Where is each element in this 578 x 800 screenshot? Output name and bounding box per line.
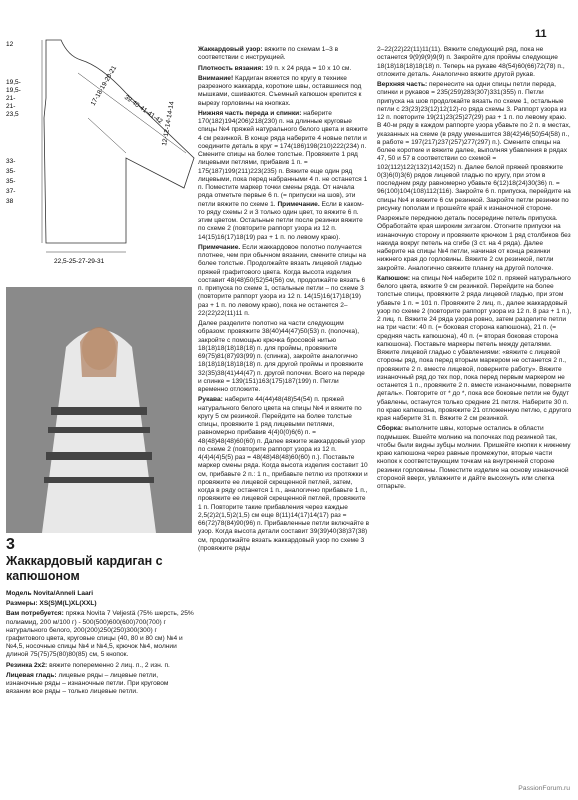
yoke-paragraph: Верхняя часть: перенесите на одни спицы петли переда, спинки и рукавов = 235(259)283(307)331(355) п. Петли припуска на шов продолжайте вязать по схеме 1, остальные петли с 23(23)23(12)12(12)-го ряда схемы 3. Раппорт узора из 12 п. повторите 19(21)23(25)27(29) раз + 1 п. по левому краю. В 40-м ряду в каждом раппорте узора убавьте по 2 п. в местах, указанных на схеме (в ряду уменьшится 38(42)46(50)54(58) п., в работе = 197(217)237(257)277(297) п.). Смените спицы на более короткие и вяжите далее, выполняя убавления в рядах 47, 50 и 57 в соответствии со схемой = 102(112)122(132)142(152) п. Далее белой пряжей провяжите 0(3)6(0)3(6) рядов лицевой гладью по кругу, при этом в последнем ряду равномерно убавьте 6(12)18(24)30(36) п. = 96(100)104(108)112(116). Закройте 6 п. припуска, перейдите на спицы №4 и вяжите 6 см резинкой. Закройте петли резинки по рисунку пополам и прошейте край к изнаночной стороне. (377, 81, 571, 212)
schema-label: 21- (6, 103, 16, 110)
stockinette-paragraph: Лицевая гладь: лицевые ряды – лицевые петли, изнаночные ряды – изнаночные петли. При круговом вязании все ряды – только лицевые петли. (6, 671, 169, 696)
cut-paragraph: Разрежьте переднюю деталь посередине петель припуска. Обработайте края широким зигзагом. Отогните припуски на изнаночную сторону и провяжите крючком 1 ряд столбиков без накида вокруг петель на сгибе (3 ст. на 4 ряда). Далее наберите на спицы №4 петли, начиная от конца резинки нижнего края до горловины. Вяжите 2 см резинкой, петли закройте. Аналогично свяжите планку на другой полочке. (377, 215, 571, 272)
schema-label: 35- (6, 168, 16, 175)
divide-paragraph: Далее разделите полотно на части следующим образом: провяжите 38(40)44(47)50(53) п. (полочка), закройте с помощью крючка бросовой нитью 18(18)18(18)18(18) п. для проймы, провяжите 69(75)81(87)93(99) п. (спинка), закройте аналогично 18(18)18(18)18(18) п. для другой проймы и провяжите 32(35)38(41)44(47) п. другой полочки. Всего на переде и спинке = 139(151)163(175)187(199) п. Петли временно отложите. (198, 320, 365, 393)
schematic-drawing (6, 38, 196, 266)
pattern-number: 3 (6, 536, 15, 553)
model-credit: Модель Novita/Anneli Laari (6, 590, 94, 597)
sleeve-paragraph: Рукава: наберите 44(44)48(48)54(54) п. пряжей натурального белого цвета на спицы №4 и вяжите по кругу 5 см резинкой. Перейдите на более толстые спицы, провяжите 1 ряд лицевыми петлями, равномерно прибавив 4(4)0(0)6(6) п. = 48(48)48(48)60(60) п. Далее вяжите жаккардовый узор по схеме 2 (повторите раппорт узора из 12 п. 4(4)4(4)5(5) раз = 48(48)48(48)60(60) п.). Поставьте маркер смены ряда. Когда высота изделия составит 10 см, прибавьте 2 п.: 1 п., прибавьте петлю из протяжки и провяжите ее лицевой скрещенной петлей, затем, когда в ряду останется 1 п., аналогично прибавьте 1 п., провяжите ее лицевой скрещенной петлей, провяжите 1 п. Повторите такие прибавления через каждые 2,5(2)2(1,5)2(1,5) см еще 8(11)14(17)14(17) раз = 66(72)78(84)90(96) п. Прибавленные петли включайте в узор. Когда высота детали составит 39(39)40(38)37(38) см, продолжайте вязать жаккардовый узор по схеме 3 (провяжите ряды (198, 396, 370, 552)
text-column-3 (377, 46, 572, 493)
jacquard-paragraph: Жаккардовый узор: вяжите по схемам 1–3 в соответствии с инструкцией. (198, 46, 339, 62)
cardigan-outline (44, 40, 194, 243)
schema-label: 21- (6, 95, 16, 102)
schema-label: 33- (6, 158, 16, 165)
pattern-title: Жаккардовый кардиган с капюшоном (6, 554, 163, 583)
watermark-footer: PassionForum.ru (518, 785, 570, 792)
schema-label: 38 (6, 198, 14, 205)
density-paragraph: Плотность вязания: 19 п. х 24 ряда = 10 х 10 см. (198, 64, 352, 72)
schema-label: 35- (6, 178, 16, 185)
schema-diag-mid: 17-18-19-20-21 (89, 64, 119, 107)
hair (80, 327, 118, 377)
schema-diag-right: 12-12-14-14-14 (161, 101, 176, 147)
schema-diag-top: 39-40-41-41-42 (122, 93, 164, 126)
lower-part-paragraph: Нижняя часть переда и спинки: наберите 170(182)194(206)218(230) п. на длинные круговые спицы №4 пряжей натурального белого цвета и вяжите 4 см резинкой. В конце ряда наберите 4 новые петли и соедините деталь в круг = 174(186)198(210)222(234) п. Смените спицы на более толстые. Провяжите 1 ряд лицевыми петлями, прибавив 1 п. = 175(187)199(211)223(235) п. Вяжите еще один ряд лицевыми, пока перед набранными 4 п. не останется 1 п. Поместите маркер точки смены ряда. От начала ряда отметьте первые 6 п. (= припуски на шов), эти петли вяжите по схеме 1. Примечание. Если в каком-то ряду схемы 2 и 3 только один цвет, то вяжите 6 п. этим цветом. Остальные петли после резинки вяжите по схеме 2 (повторите раппорт узора из 12 п. 14(15)16(17)18(19) раз + 1 п. по левому краю). (198, 109, 368, 241)
note-paragraph: Примечание. Если жаккардовое полотно получается плотнее, чем при обычном вязании, смените спицы на более толстые. Продолжайте вязать лицевой гладью пряжей графитового цвета. Когда высота изделия составит 48(48)50(52)54(56) см, продолжайте вязать 6 п. припуска по схеме 1, остальные петли – по схеме 3 (повторите раппорт узора из 12 п. 14(15)16(17)18(19) раз + 1 п. по левому краю), пока не останется 2–22(22)22(11)11 п. (198, 243, 367, 317)
schema-label: 37- (6, 188, 16, 195)
schema-label: 23,5 (6, 111, 19, 118)
assembly-paragraph: Сборка: выполните швы, которые остались в области подмышек. Вшейте молнию на полочках под резинкой так, чтобы были видны зубцы молнии. Пришейте кнопки к нижнему краю капюшона через равные промежутки, вторые части кнопок к соответствующим точкам на внутренней стороне резинки горловины. Поместите изделие на основу изнаночной стороной вверх, увлажните и дайте высохнуть или слегка отпарьте. (377, 425, 571, 490)
sizes-line: Размеры: XS(S)M(L)XL(XXL) (6, 600, 97, 608)
pattern-intro (6, 590, 194, 698)
schema-bottom: 22,5-25-27-29-31 (54, 258, 105, 265)
hood-paragraph: Капюшон: на спицы №4 наберите 102 п. пряжей натурального белого цвета, вяжите 9 см резинкой. Перейдите на более толстые спицы, провяжите 2 ряда лицевой гладью, при этом убавьте 1 п. = 101 п. Провяжите 2 лиц. п., далее жаккардовый узор по схеме 2 (повторите раппорт узора из 12 п. 8 раз + 1 п.), 2 лиц. п. Вяжите 24 ряда узора ровно, затем разделите петли на три части: 40 п. (= боковая сторона капюшона), 21 п. (= средняя часть капюшона), 40 п. (= вторая боковая сторона капюшона). Поставьте маркеры петель между деталями. Вяжите лицевой гладью с убавлениями: «вяжите с лицевой стороны ряд, пока перед вторым маркером не останется 2 п., провяжите 2 п. вместе лицевой, поверните работу». Вяжите изнаночный ряд до тех пор, пока перед первым маркером не останется 1 п., провяжите 2 п. вместе изнаночными, поверните деталь». Повторите от * до *, пока все боковые петли не будут убавлены, останутся только средние 21 петля. Наберите 30 п. по краю капюшона, провяжите 21 отложенную петлю, с другого края наберите 31 п. Вяжите 2 см резинкой. (377, 274, 572, 422)
photo-illustration (6, 287, 192, 533)
schema-label: 19,5- (6, 87, 21, 94)
raglan-dim-line (88, 118, 126, 153)
materials-paragraph: Вам потребуется: пряжа Novita 7 Veljestä (75% шерсть, 25% полиамид, 200 м/100 г) - 500(500)600(600)700(700) г натурального белого, 200(200)250(250)300(300) г графитового цвета, круговые спицы (40, 80 и 80 см) №4 и №4,5, носочные спицы №4 и №4,5, крючок №4, молнии длиной 75(75)75(80)80(85) см, 5 кнопок. (6, 610, 194, 659)
sleeve-continued-paragraph: 2–22(22)22(11)11(11). Вяжите следующий ряд, пока не останется 9(9)9(9)9(9) п. Закройте для проймы следующие 18(18)18(18)18(18) п. Теперь на рукаве 48(54)60(66)72(78) п., отложите деталь. Аналогично вяжите другой рукав. (377, 46, 565, 78)
schema-label: 12 (6, 41, 14, 48)
page-number: 11 (535, 28, 547, 40)
schema-label: 19,5- (6, 79, 21, 86)
attention-paragraph: Внимание! Кардиган вяжется по кругу в технике разрезного жаккарда, короткие швы, оставшиеся под мышками, сшиваются. Съемный капюшон крепится к вырезу горловины на кнопках. (198, 74, 362, 107)
text-column-2 (198, 46, 370, 555)
model-photo (6, 287, 192, 533)
pattern-schematic (6, 38, 196, 266)
rib-paragraph: Резинка 2х2: вяжите попеременно 2 лиц. п., 2 изн. п. (6, 661, 170, 669)
